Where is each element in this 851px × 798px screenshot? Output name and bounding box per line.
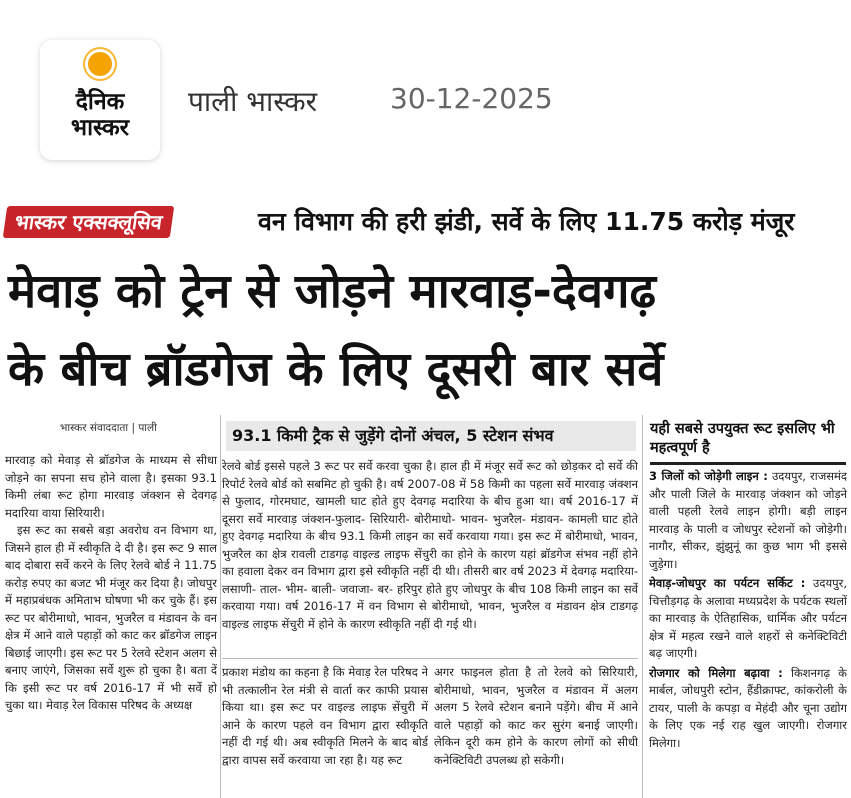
sun-icon <box>88 52 112 76</box>
sidebar-point-text: किशनगढ़ के मार्बल, जोधपुरी स्टोन, हैंडीक्राफ्ट, कांकरोली के टायर, पाली के कपड़ा व मेहंदी और चूना उद्योग के लिए एक नई राह खुल जाएगी। रोजगार मिलेगा। <box>649 665 847 750</box>
sidebar-paragraph <box>649 575 847 663</box>
article-column-3: अगर फाइनल होता है तो रेलवे को सिरियारी, बोरीमाधो, भावन, भुजरैल व मंडावन में अलग अलग 5 रेलवे स्टेशन बनाने पड़ेंगे। बीच में आने वाले पहाड़ों को काट कर सुरंग बनाई जाएगी। लेकिन दूरी कम होने के कारण लोगों को सीधी कनेक्टिविटी उपलब्ध हो सकेगी। <box>434 665 638 767</box>
byline: भास्कर संवाददाता | पाली <box>60 422 157 434</box>
dainik-bhaskar-logo <box>40 40 160 160</box>
edition-date: 30-12-2025 <box>390 82 553 115</box>
sidebar-point-heading: 3 जिलों को जोड़ेगी लाइन : <box>649 469 768 483</box>
paragraph: इस रूट का सबसे बड़ा अवरोध वन विभाग था, जिसने हाल ही में स्वीकृति दे दी है। इस रूट 9 साल बाद दोबारा सर्वे करने के लिए रेलवे बोर्ड ने 11.75 करोड़ रुपए का बजट भी मंजूर कर दिया है। जोधपुर में महाप्रबंधक अमिताभ घोषणा भी कर चुके हैं। इस रूट पर बोरीमाधो, भावन, भुजरैल व मंडावन के वन क्षेत्र में आने वाले पहाड़ों को काट कर ब्रॉडगेज लाइन बिछाई जाएगी। इस रूट पर 5 रेलवे स्टेशन अलग से बनाए जाएंगे, जिसका सर्वे शुरू हो चुका है। बता दें कि इसी रूट पर वर्ष 2016-17 में भी सर्वे हो चुका था। मेवाड़ रेल विकास परिषद के अध्यक्ष <box>5 523 217 712</box>
sidebar-title: यही सबसे उपयुक्त रूट इसलिए भी महत्वपूर्ण है <box>650 421 835 456</box>
sidebar-paragraph <box>649 665 847 753</box>
sidebar-point-heading: रोजगार को मिलेगा बढ़ावा : <box>649 665 783 680</box>
horizontal-divider <box>222 658 638 659</box>
sidebar-text <box>649 468 847 798</box>
sidebar-divider <box>650 462 846 465</box>
column-divider <box>642 415 643 798</box>
sidebar-point-heading: मेवाड़-जोधपुर का पर्यटन सर्किट : <box>649 576 806 590</box>
headline-line-1: मेवाड़ को ट्रेन से जोड़ने मारवाड़-देवगढ़ <box>8 264 656 319</box>
article-column-2: प्रकाश मंडोथ का कहना है कि मेवाड़ रेल परिषद ने भी तत्कालीन रेल मंत्री से वार्ता कर काफी प्रयास किया था। इस रूट पर वाइल्ड लाइफ सेंचुरी में आने के कारण पहले वन विभाग द्वारा स्वीकृति नहीं दी गई थी। अब स्वीकृति मिलने के बाद बोर्ड द्वारा वापस सर्वे करवाया जा रहा है। यह रूट <box>222 665 428 767</box>
logo-word-bhaskar: भास्कर <box>70 115 130 141</box>
subheadline: वन विभाग की हरी झंडी, सर्वे के लिए 11.75 करोड़ मंजूर <box>258 207 795 236</box>
paragraph: मारवाड़ को मेवाड़ से ब्रॉडगेज के माध्यम से सीधा जोड़ने का सपना सच होने वाला है। इसका 93.1 किमी लंबा रूट होगा मारवाड़ जंक्शन से देवगढ़ मदारिया वाया सिरियारी। <box>5 453 217 520</box>
sidebar-point-text: उदयपुर, राजसमंद और पाली जिले के मारवाड़ जंक्शन को जोड़ने वाली पहली रेलवे लाइन होगी। बड़ी लाइन मारवाड़ के पाली व जोधपुर स्टेशनों को जोड़ेगी। नागौर, सीकर, झुंझुनूं का कुछ भाग भी इससे जुड़ेगा। <box>649 469 847 571</box>
box-heading: 93.1 किमी ट्रैक से जुड़ेंगे दोनों अंचल, 5 स्टेशन संभव <box>226 421 636 451</box>
exclusive-kicker: भास्कर एक्सक्लूसिव <box>3 206 175 238</box>
article-column-1 <box>5 452 217 797</box>
sidebar-point-text: उदयपुर, चित्तौड़गढ़ के अलावा मध्यप्रदेश के पर्यटक स्थलों का मारवाड़ के ऐतिहासिक, धार्मिक और पर्यटन क्षेत्र में महत्व रखने वाले शहरों से कनेक्टिविटी बढ़ जाएगी। <box>649 576 847 660</box>
sidebar-paragraph <box>649 468 847 573</box>
edition-name: पाली भास्कर <box>188 85 318 118</box>
logo-word-dainik: दैनिक <box>75 89 125 115</box>
box-text: रेलवे बोर्ड इससे पहले 3 रूट पर सर्वे करवा चुका है। हाल ही में मंजूर सर्वे रूट को छोड़कर दो सर्वे की रिपोर्ट रेलवे बोर्ड को सबमिट हो चुकी है। वर्ष 2007-08 में 58 किमी का पहला सर्वे मारवाड़ जंक्शन से फुलाद, गोरमघाट, खामली घाट होते हुए देवगढ़ मदारिया के बीच हुआ था। वर्ष 2016-17 में दूसरा सर्वे मारवाड़ जंक्शन-फुलाद- सिरियारी- बोरीमाधो- भावन- भुजरैल- मंडावन- कामली घाट होते हुए देवगढ़ मदारिया के बीच 93.1 किमी लाइन का सर्वे करवाया गया। इस रूट में बोरीमाधो, भावन, भुजरैल का क्षेत्र रावली टाडगढ़ वाइल्ड लाइफ सेंचुरी का होने के कारण यहां ब्रॉडगेज संभव नहीं होने का हवाला देकर वन विभाग द्वारा इसे स्वीकृति नहीं दी थी। तीसरी बार वर्ष 2023 में देवगढ़ मदारिया-लसाणी- ताल- भीम- बाली- जवाजा- बर- हरिपुर होते हुए जोधपुर के बीच 108 किमी लाइन का सर्वे करवाया गया। वर्ष 2016-17 में वन विभाग से बोरीमाधो, भावन, भुजरैल व मंडावन क्षेत्र टाडगढ़ वाइल्ड लाइफ सेंचुरी में होने के कारण स्वीकृति नहीं दी गई थी। <box>222 459 638 631</box>
column-divider <box>220 415 221 798</box>
headline-line-2: के बीच ब्रॉडगेज के लिए दूसरी बार सर्वे <box>8 342 664 397</box>
